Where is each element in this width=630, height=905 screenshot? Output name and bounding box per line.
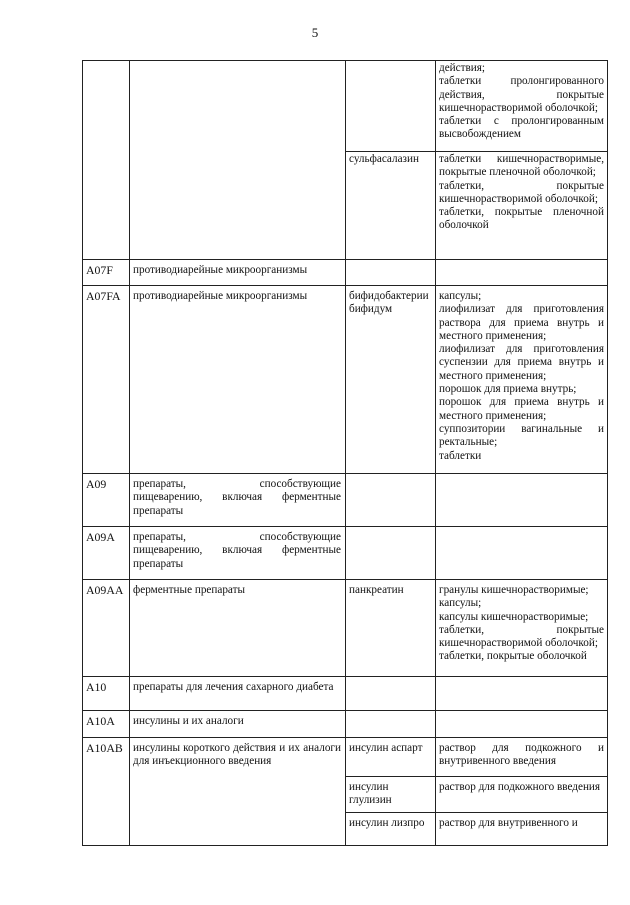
row-8-entry-2-drug: инсулин лизпро <box>349 817 425 829</box>
row-0-entry-1-forms <box>435 151 608 235</box>
row-5-form-1: капсулы; <box>439 597 482 610</box>
row-0-entry-1-form-1: таблетки, покрытые кишечнорастворимой оболочкой; <box>439 179 604 205</box>
row-4-name: препараты, способствующие пищеварению, включая ферментные препараты <box>133 531 341 570</box>
row-2-drug: бифидобактерии бифидум <box>349 290 429 316</box>
row-6-name: препараты для лечения сахарного диабета <box>133 681 334 693</box>
row-2-form-4: порошок для приема внутрь и местного применения; <box>439 396 604 422</box>
row-0-name <box>129 60 345 64</box>
row-separator-8-inner-a <box>345 776 608 777</box>
row-separator-2 <box>82 473 608 474</box>
row-6-code: A10 <box>86 680 107 694</box>
row-0-entry-0-form-0: действия; <box>439 62 486 74</box>
row-separator-6 <box>82 710 608 711</box>
row-3-name: препараты, способствующие пищеварению, включая ферментные препараты <box>133 478 341 517</box>
row-8-name: инсулины короткого действия и их аналоги для инъекционного введения <box>133 742 341 768</box>
row-2-form-5: суппозитории вагинальные и ректальные; <box>439 422 604 449</box>
row-0-entry-0-form-2: таблетки с пролонгированным высвобождением <box>439 115 604 141</box>
row-5-form-4: таблетки, покрытые оболочкой <box>439 650 587 663</box>
row-1-code: A07F <box>86 263 113 277</box>
row-2-form-1: лиофилизат для приготовления раствора для приема внутрь и местного применения; <box>439 303 604 342</box>
row-separator-4 <box>82 579 608 580</box>
row-separator-8-inner-b <box>345 812 608 813</box>
row-0-entry-0-forms <box>435 60 608 144</box>
row-2-form-3: порошок для приема внутрь; <box>439 383 577 396</box>
row-separator-7 <box>82 737 608 738</box>
row-5-form-0: гранулы кишечнорастворимые; <box>439 584 589 596</box>
row-2-code: A07FA <box>86 289 121 303</box>
row-5-name: ферментные препараты <box>133 584 246 596</box>
row-7-code: A10A <box>86 714 115 728</box>
row-separator-5 <box>82 676 608 677</box>
row-5-forms <box>435 582 608 666</box>
row-8-entry-1-drug: инсулин глулизин <box>349 781 392 807</box>
row-2-name: противодиарейные микроорганизмы <box>133 290 308 302</box>
row-2-forms <box>435 288 608 465</box>
column-separator-name <box>345 60 346 845</box>
row-0-entry-1-form-0: таблетки кишечнорастворимые, покрытые пленочной оболочкой; <box>439 153 604 179</box>
row-separator-3 <box>82 526 608 527</box>
row-5-form-2: капсулы кишечнорастворимые; <box>439 610 589 623</box>
row-8-entry-0-form: раствор для подкожного и внутривенного введения <box>439 742 604 768</box>
row-5-drug: панкреатин <box>349 584 404 596</box>
row-8-entry-1-form: раствор для подкожного введения <box>439 781 601 793</box>
row-7-name: инсулины и их аналоги <box>133 715 244 727</box>
row-separator-0 <box>82 259 608 260</box>
row-2-form-2: лиофилизат для приготовления суспензии для приема внутрь и местного применения; <box>439 343 604 382</box>
row-8-entry-2-form: раствор для внутривенного и <box>439 817 578 829</box>
row-0-entry-1-form-2: таблетки, покрытые пленочной оболочкой <box>439 206 604 232</box>
row-0-entry-1-drug: сульфасалазин <box>349 153 419 165</box>
page-number: 5 <box>311 25 319 40</box>
row-0-code <box>82 60 129 64</box>
row-8-code: A10AB <box>86 741 123 755</box>
row-4-code: A09A <box>86 530 115 544</box>
row-3-code: A09 <box>86 477 107 491</box>
row-0-entry-0-drug <box>345 60 435 64</box>
bottom-line <box>82 845 608 846</box>
row-2-form-6: таблетки <box>439 449 482 462</box>
row-0-entry-0-form-1: таблетки пролонгированного действия, покрытые кишечнорастворимой оболочкой; <box>439 75 604 114</box>
row-separator-1 <box>82 285 608 286</box>
row-2-form-0: капсулы; <box>439 290 482 302</box>
row-5-code: A09AA <box>86 583 124 597</box>
row-8-entry-0-drug: инсулин аспарт <box>349 742 423 754</box>
row-5-form-3: таблетки, покрытые кишечнорастворимой оболочкой; <box>439 623 604 650</box>
row-1-name: противодиарейные микроорганизмы <box>133 264 308 276</box>
